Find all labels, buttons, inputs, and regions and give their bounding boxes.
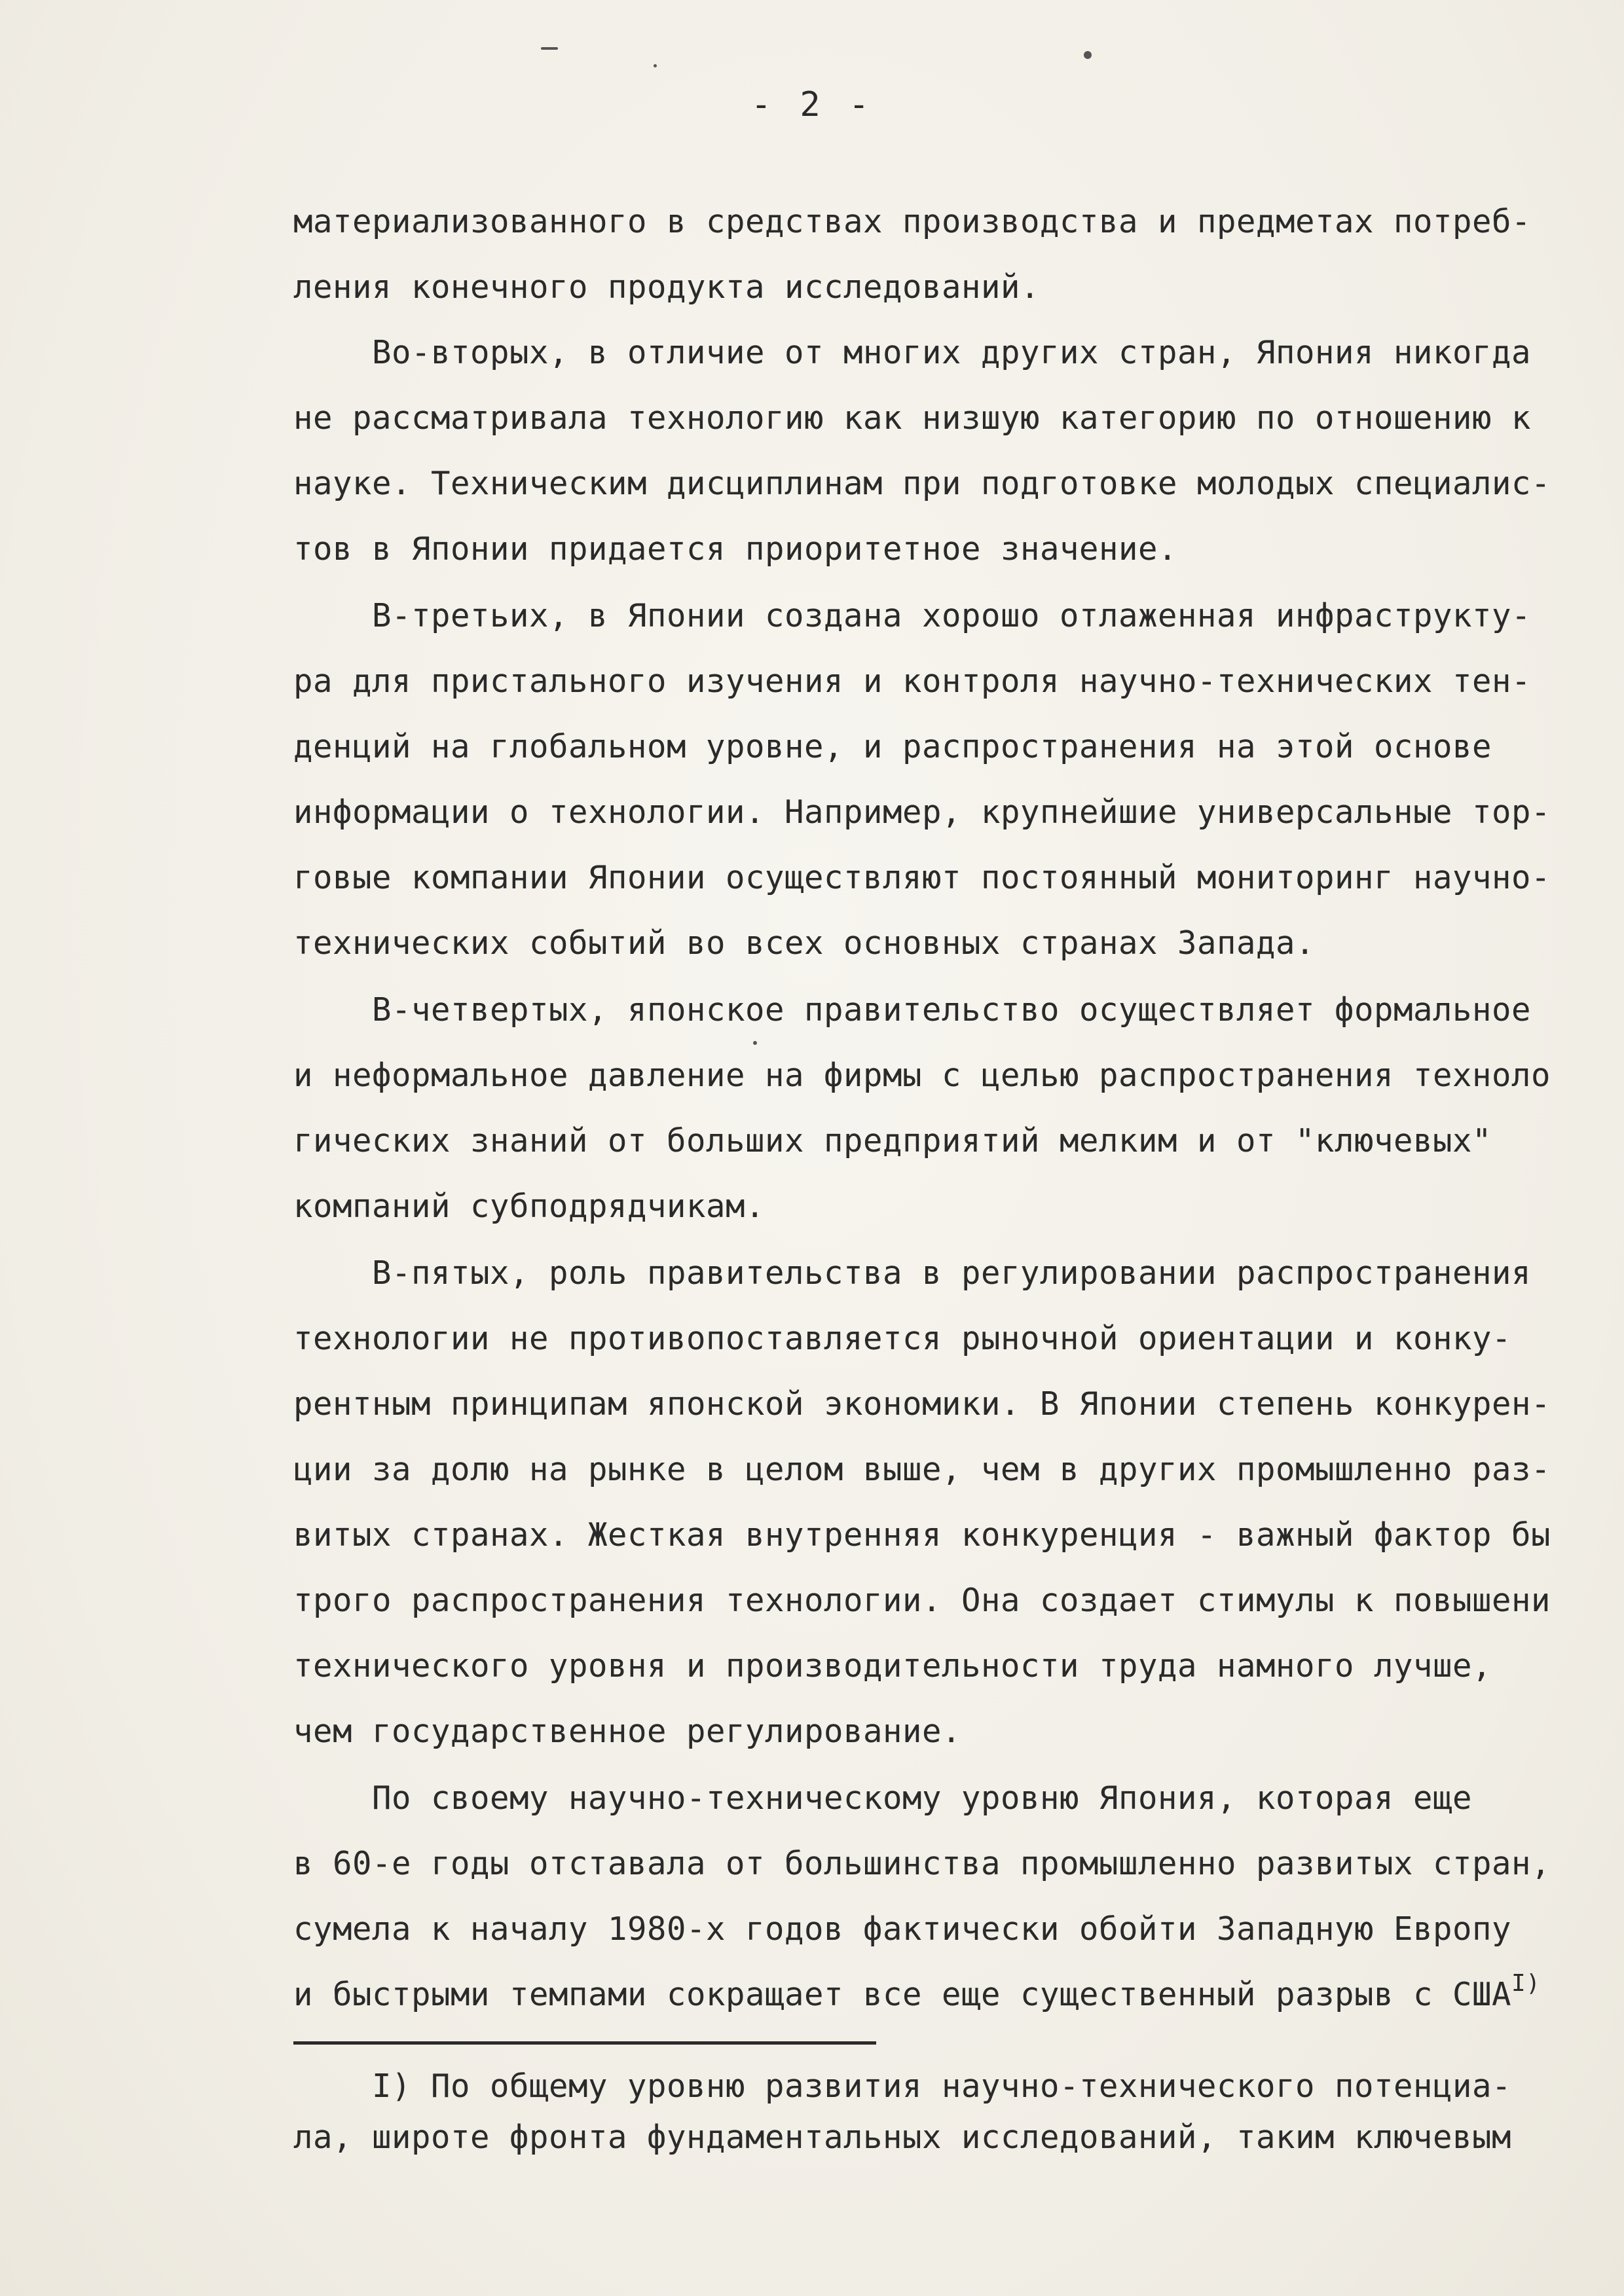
text-line: технических событий во всех основных странах Запада. xyxy=(293,924,1316,962)
text-line: науке. Техническим дисциплинам при подготовке молодых специалис- xyxy=(293,465,1551,502)
footnote-line: ла, широте фронта фундаментальных исследований, таким ключевым xyxy=(293,2119,1512,2156)
text-line-last xyxy=(293,1970,1541,2013)
footnote-line: I) По общему уровню развития научно-технического потенциа- xyxy=(293,2068,1512,2105)
text-line: трого распространения технологии. Она создает стимулы к повышени xyxy=(293,1582,1551,1619)
text-line: денций на глобальном уровне, и распространения на этой основе xyxy=(293,728,1492,765)
text-line-content: и быстрыми темпами сокращает все еще существенный разрыв с США xyxy=(293,1976,1512,2013)
text-line: говые компании Японии осуществляют постоянный мониторинг научно- xyxy=(293,859,1551,896)
text-line: В-третьих, в Японии создана хорошо отлаженная инфраструкту- xyxy=(293,597,1532,634)
footnote-separator xyxy=(293,2041,876,2045)
text-line: По своему научно-техническому уровню Япония, которая еще xyxy=(293,1779,1473,1817)
ink-speck xyxy=(753,1041,757,1045)
text-line: в 60-е годы отставала от большинства промышленно развитых стран, xyxy=(293,1845,1551,1882)
text-line: материализованного в средствах производства и предметах потреб- xyxy=(293,203,1532,240)
text-line: Во-вторых, в отличие от многих других стран, Япония никогда xyxy=(293,334,1532,371)
page-number: - 2 - xyxy=(750,85,874,124)
text-line: витых странах. Жесткая внутренняя конкуренция - важный фактор бы xyxy=(293,1516,1551,1554)
text-line: компаний субподрядчикам. xyxy=(293,1188,766,1225)
text-line: В-четвертых, японское правительство осуществляет формальное xyxy=(293,991,1532,1029)
ink-speck xyxy=(654,64,657,67)
footnote-marker: I) xyxy=(1511,1970,1541,1997)
ink-speck xyxy=(541,47,558,50)
text-line: тов в Японии придается приоритетное значение. xyxy=(293,530,1178,568)
text-line: информации о технологии. Например, крупнейшие универсальные тор- xyxy=(293,793,1551,831)
text-line: ра для пристального изучения и контроля научно-технических тен- xyxy=(293,663,1532,700)
text-line: рентным принципам японской экономики. В Японии степень конкурен- xyxy=(293,1385,1551,1423)
text-line: сумела к началу 1980-х годов фактически обойти Западную Европу xyxy=(293,1910,1512,1948)
text-line: гических знаний от больших предприятий мелким и от "ключевых" xyxy=(293,1122,1492,1159)
text-line: ции за долю на рынке в целом выше, чем в других промышленно раз- xyxy=(293,1451,1551,1488)
ink-speck xyxy=(1084,51,1092,59)
text-line: В-пятых, роль правительства в регулировании распространения xyxy=(293,1254,1532,1292)
text-line: не рассматривала технологию как низшую категорию по отношению к xyxy=(293,399,1532,437)
text-line: технологии не противопоставляется рыночной ориентации и конку- xyxy=(293,1320,1512,1357)
text-line: технического уровня и производительности труда намного лучше, xyxy=(293,1647,1492,1685)
text-line: и неформальное давление на фирмы с целью распространения техноло xyxy=(293,1057,1551,1094)
text-line: чем государственное регулирование. xyxy=(293,1713,962,1750)
text-line: ления конечного продукта исследований. xyxy=(293,268,1041,306)
